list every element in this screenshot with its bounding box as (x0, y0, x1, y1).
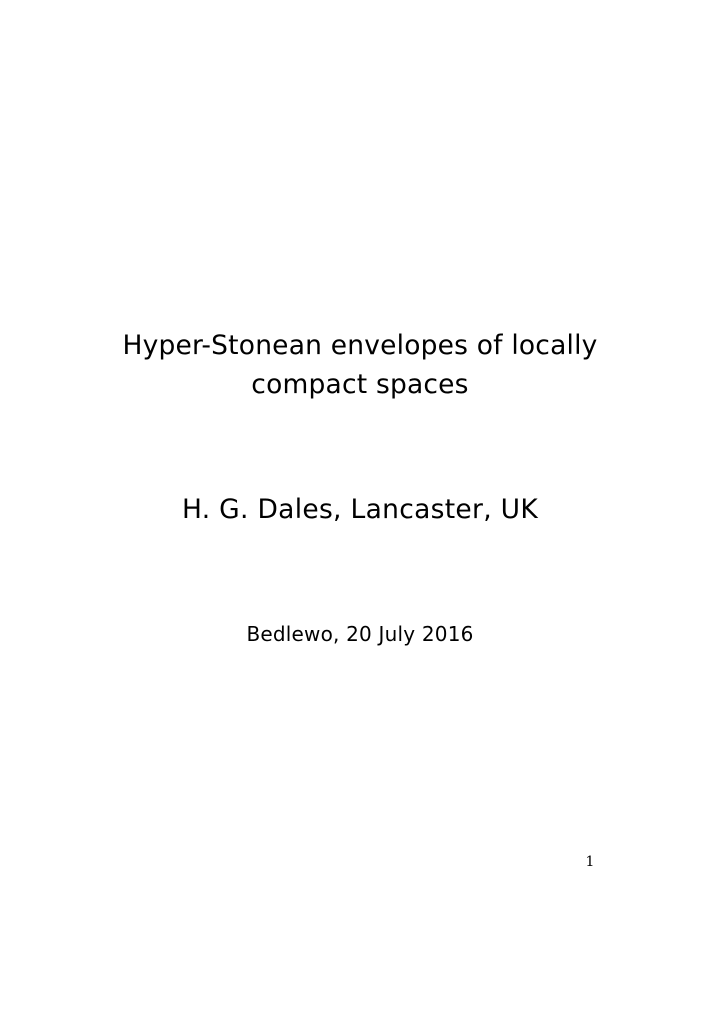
title-line-1: Hyper-Stonean envelopes of locally (122, 330, 598, 361)
venue-date: Bedlewo, 20 July 2016 (246, 622, 474, 646)
page-number: 1 (585, 854, 595, 870)
slide-title (60, 326, 660, 404)
author-line: H. G. Dales, Lancaster, UK (181, 494, 539, 525)
title-line-2: compact spaces (251, 369, 469, 400)
